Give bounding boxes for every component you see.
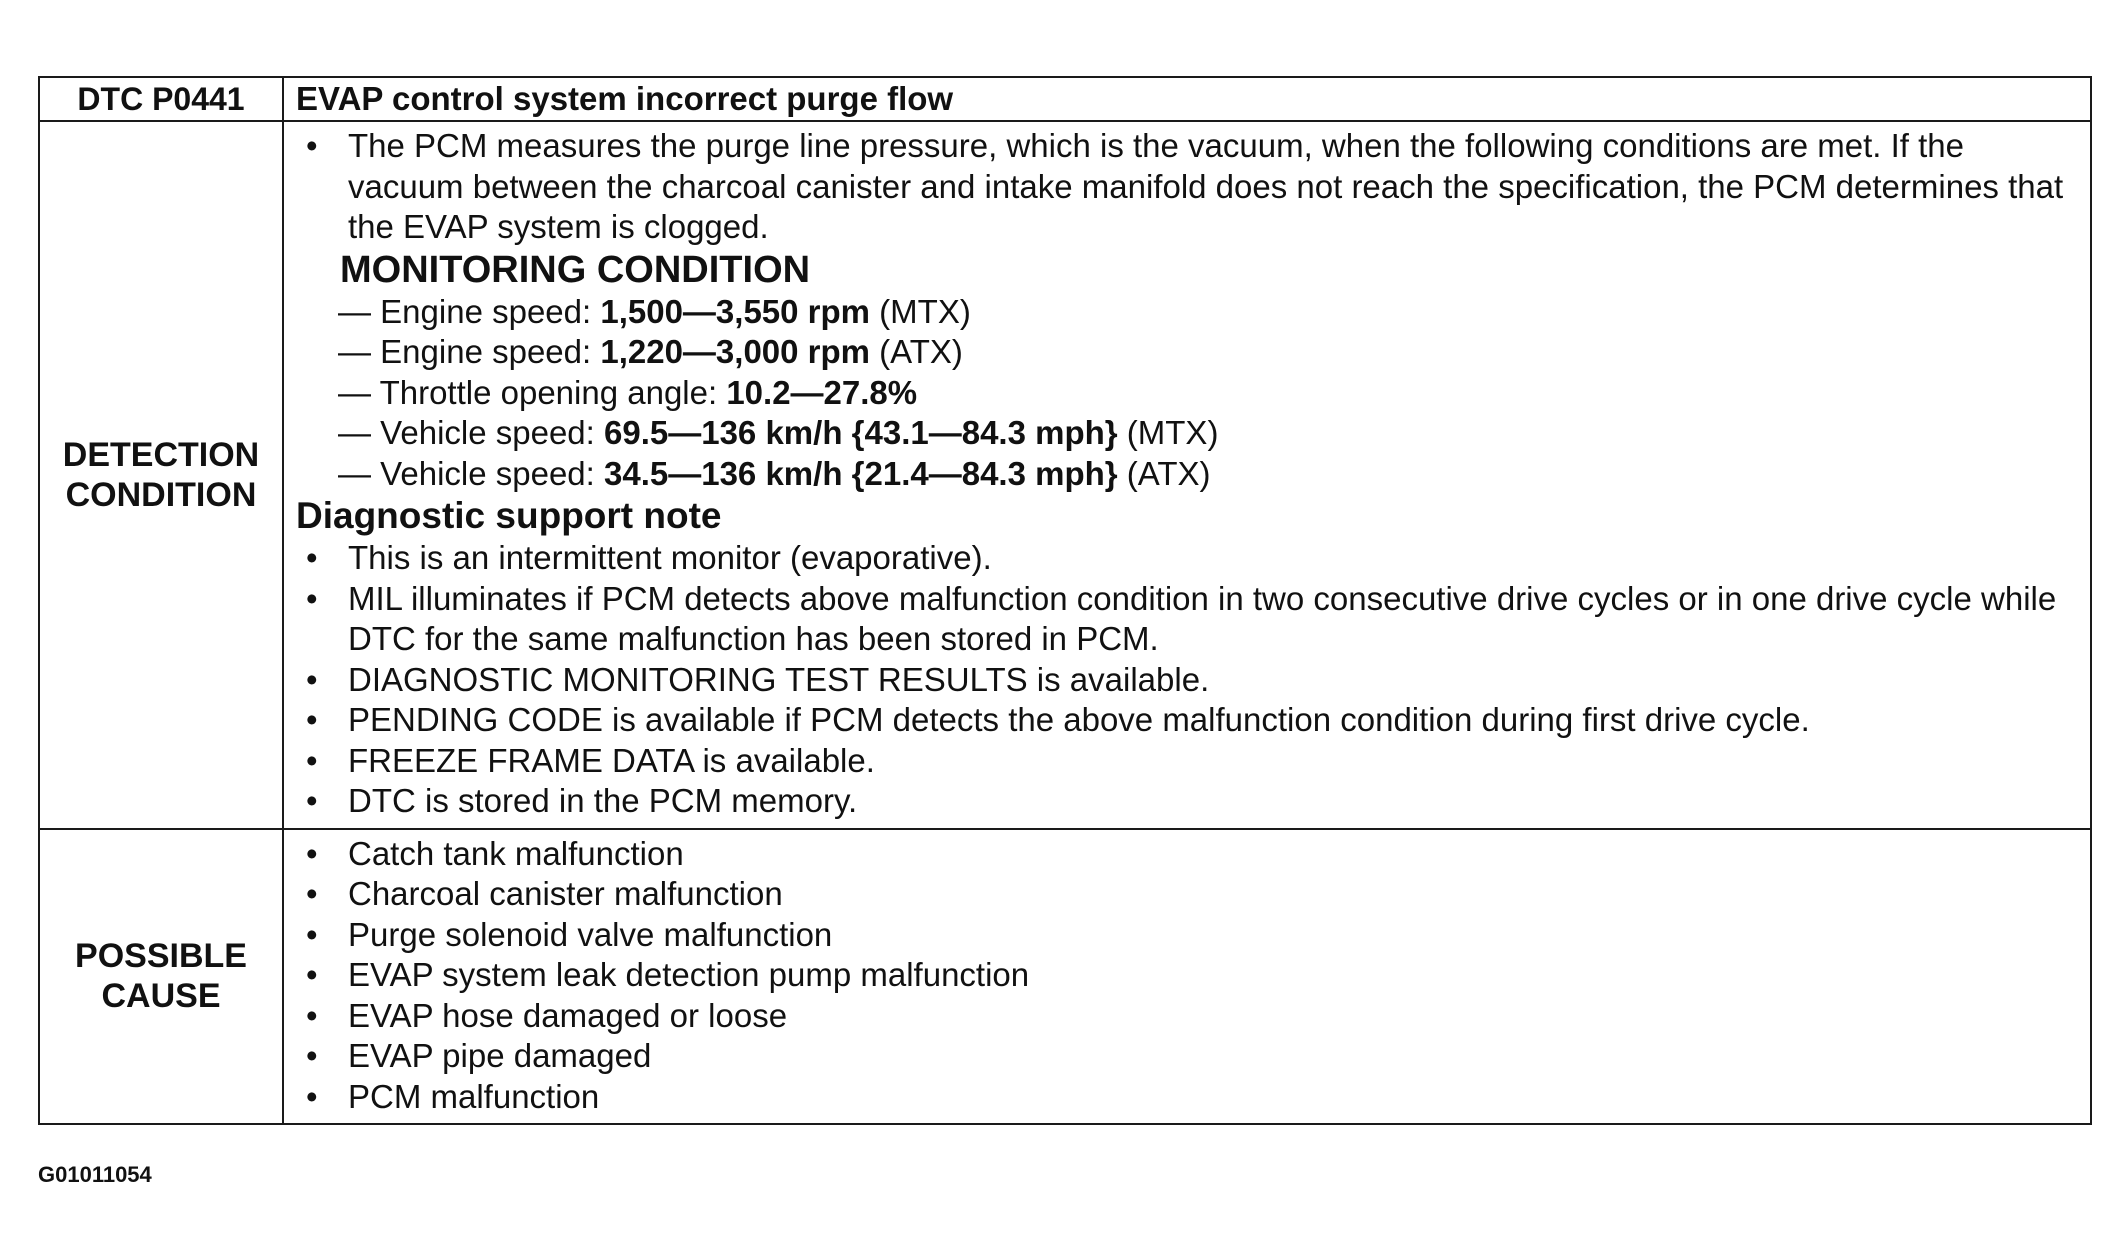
- support-note-item: • This is an intermittent monitor (evaporative).: [296, 538, 2070, 579]
- support-note-item: • DTC is stored in the PCM memory.: [296, 781, 2070, 822]
- detection-label: [39, 121, 283, 829]
- monitoring-heading: MONITORING CONDITION: [340, 248, 811, 291]
- cause-item: • Charcoal canister malfunction: [296, 874, 2070, 915]
- monitoring-conditions: [296, 292, 2070, 495]
- support-note-item: • FREEZE FRAME DATA is available.: [296, 741, 2070, 782]
- cause-list: [296, 834, 2070, 1118]
- condition-prefix: — Engine speed:: [338, 333, 601, 370]
- figure-code: G01011054: [38, 1162, 152, 1187]
- dtc-code: DTC P0441: [39, 77, 283, 121]
- condition-suffix: (MTX): [1117, 414, 1219, 451]
- cause-item: • EVAP system leak detection pump malfunction: [296, 955, 2070, 996]
- condition-value: 1,220—3,000 rpm: [600, 333, 871, 370]
- support-heading: Diagnostic support note: [296, 495, 722, 536]
- monitoring-condition-item: [296, 332, 2070, 373]
- cause-item: • EVAP pipe damaged: [296, 1036, 2070, 1077]
- cause-label-line2: CAUSE: [101, 977, 221, 1016]
- detection-label-line1: DETECTION: [62, 435, 260, 474]
- support-note-item: • DIAGNOSTIC MONITORING TEST RESULTS is available.: [296, 660, 2070, 701]
- condition-suffix: (ATX): [1117, 454, 1211, 492]
- monitoring-condition-item: [296, 454, 2070, 495]
- cause-content: [283, 829, 2091, 1125]
- cause-item: • Purge solenoid valve malfunction: [296, 915, 2070, 956]
- condition-prefix: — Vehicle speed:: [338, 454, 604, 492]
- dtc-table: [38, 76, 2092, 1125]
- condition-value: 1,500—3,550 rpm: [600, 292, 871, 330]
- condition-suffix: (ATX): [870, 333, 963, 370]
- header-row: [39, 77, 2091, 121]
- cause-row: [39, 829, 2091, 1125]
- cause-item: • Catch tank malfunction: [296, 834, 2070, 875]
- cause-item: • PCM malfunction: [296, 1077, 2070, 1118]
- condition-prefix: — Throttle opening angle:: [338, 373, 727, 411]
- cause-label: [39, 829, 283, 1125]
- condition-suffix: (MTX): [870, 292, 971, 330]
- condition-value: 10.2—27.8%: [726, 373, 918, 411]
- support-note-item: • MIL illuminates if PCM detects above malfunction condition in two consecutive drive cycles or in one drive cycle while DTC for the same malfunction has been stored in PCM.: [296, 579, 2070, 660]
- monitoring-condition-item: [296, 292, 2070, 333]
- condition-prefix: — Engine speed:: [338, 292, 601, 330]
- monitoring-condition-item: [296, 373, 2070, 414]
- support-note-item: • PENDING CODE is available if PCM detects the above malfunction condition during first drive cycle.: [296, 700, 2070, 741]
- cause-item: • EVAP hose damaged or loose: [296, 996, 2070, 1037]
- detection-label-line2: CONDITION: [65, 475, 257, 514]
- condition-value: 34.5—136 km/h {21.4—84.3 mph}: [604, 454, 1118, 492]
- condition-value: 69.5—136 km/h {43.1—84.3 mph}: [604, 414, 1118, 451]
- dtc-title: EVAP control system incorrect purge flow: [283, 77, 2091, 121]
- cause-label-line1: POSSIBLE: [75, 937, 247, 976]
- condition-prefix: — Vehicle speed:: [338, 414, 604, 451]
- monitoring-condition-item: [296, 413, 2070, 454]
- detection-intro: • The PCM measures the purge line pressure, which is the vacuum, when the following conditions are met. If the vacuum between the charcoal canister and intake manifold does not reach the specification, the PCM determines that the EVAP system is clogged.: [296, 126, 2070, 248]
- support-notes: [296, 538, 2070, 822]
- detection-row: [39, 121, 2091, 829]
- detection-content: [283, 121, 2091, 829]
